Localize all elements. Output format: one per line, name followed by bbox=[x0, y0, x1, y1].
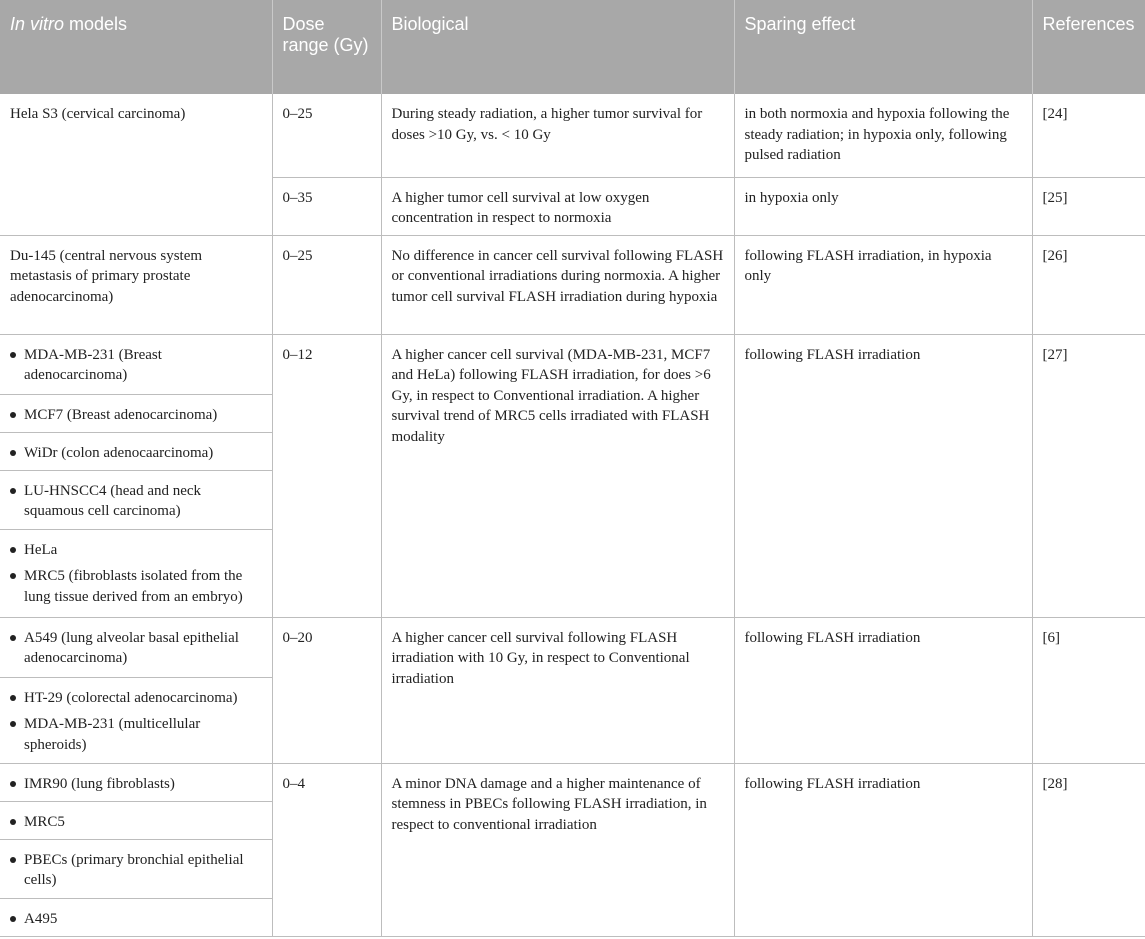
reference-cell: [6] bbox=[1032, 617, 1145, 763]
bullet-icon bbox=[10, 916, 16, 922]
list-item: A549 (lung alveolar basal epithelial adenocarcinoma) bbox=[10, 628, 262, 669]
table-row bbox=[0, 763, 1145, 801]
biological-cell: A higher cancer cell survival (MDA-MB-231, MCF7 and HeLa) following FLASH irradiation, for does >6 Gy, in respect to Conventional irradiation. A higher survival trend of MRC5 cells irradiated with FLASH modality bbox=[381, 334, 734, 617]
bullet-icon bbox=[10, 573, 16, 579]
table-row bbox=[0, 235, 1145, 334]
bullet-icon bbox=[10, 635, 16, 641]
list-item: PBECs (primary bronchial epithelial cells) bbox=[10, 850, 262, 891]
reference-cell: [26] bbox=[1032, 235, 1145, 334]
bullet-icon bbox=[10, 547, 16, 553]
model-cell bbox=[0, 763, 272, 801]
header-references: References bbox=[1032, 0, 1145, 94]
header-biological: Biological bbox=[381, 0, 734, 94]
model-cell bbox=[0, 394, 272, 432]
bullet-icon bbox=[10, 450, 16, 456]
sparing-cell: following FLASH irradiation, in hypoxia only bbox=[734, 235, 1032, 334]
list-item: MCF7 (Breast adenocarcinoma) bbox=[10, 405, 262, 426]
model-cell bbox=[0, 677, 272, 763]
biological-cell: A higher cancer cell survival following FLASH irradiation with 10 Gy, in respect to Conventional irradiation bbox=[381, 617, 734, 763]
sparing-cell: following FLASH irradiation bbox=[734, 617, 1032, 763]
model-cell bbox=[0, 839, 272, 898]
list-item: MRC5 bbox=[10, 812, 262, 833]
bullet-icon bbox=[10, 819, 16, 825]
list-item: HT-29 (colorectal adenocarcinoma) bbox=[10, 688, 262, 709]
biological-cell: No difference in cancer cell survival following FLASH or conventional irradiations during normoxia. A higher tumor cell survival FLASH irradiation during hypoxia bbox=[381, 235, 734, 334]
bullet-icon bbox=[10, 857, 16, 863]
list-item: WiDr (colon adenocaarcinoma) bbox=[10, 443, 262, 464]
list-item: IMR90 (lung fibroblasts) bbox=[10, 774, 262, 795]
model-cell bbox=[0, 334, 272, 394]
list-item: HeLa bbox=[10, 540, 262, 561]
reference-cell: [24] bbox=[1032, 94, 1145, 177]
reference-cell: [27] bbox=[1032, 334, 1145, 617]
sparing-cell: in hypoxia only bbox=[734, 177, 1032, 235]
bullet-icon bbox=[10, 781, 16, 787]
list-item: MDA-MB-231 (Breast adenocarcinoma) bbox=[10, 345, 262, 386]
header-row bbox=[0, 0, 1145, 94]
biological-cell: A minor DNA damage and a higher maintenance of stemness in PBECs following FLASH irradiation, in respect to conventional irradiation bbox=[381, 763, 734, 936]
dose-cell: 0–12 bbox=[272, 334, 381, 617]
model-cell bbox=[0, 617, 272, 677]
model-cell: Hela S3 (cervical carcinoma) bbox=[0, 94, 272, 235]
reference-cell: [28] bbox=[1032, 763, 1145, 936]
list-item: A495 bbox=[10, 909, 262, 930]
model-cell bbox=[0, 470, 272, 529]
model-cell bbox=[0, 801, 272, 839]
table-row bbox=[0, 617, 1145, 677]
biological-cell: A higher tumor cell survival at low oxygen concentration in respect to normoxia bbox=[381, 177, 734, 235]
model-cell bbox=[0, 898, 272, 936]
list-item: MDA-MB-231 (multicellular spheroids) bbox=[10, 714, 262, 755]
bullet-icon bbox=[10, 488, 16, 494]
bullet-icon bbox=[10, 695, 16, 701]
sparing-cell: in both normoxia and hypoxia following the steady radiation; in hypoxia only, following pulsed radiation bbox=[734, 94, 1032, 177]
list-item: LU-HNSCC4 (head and neck squamous cell carcinoma) bbox=[10, 481, 262, 522]
biological-cell: During steady radiation, a higher tumor survival for doses >10 Gy, vs. < 10 Gy bbox=[381, 94, 734, 177]
dose-cell: 0–4 bbox=[272, 763, 381, 936]
table-row bbox=[0, 94, 1145, 177]
bullet-icon bbox=[10, 352, 16, 358]
dose-cell: 0–35 bbox=[272, 177, 381, 235]
model-cell bbox=[0, 529, 272, 617]
dose-cell: 0–20 bbox=[272, 617, 381, 763]
bullet-icon bbox=[10, 412, 16, 418]
header-sparing-effect: Sparing effect bbox=[734, 0, 1032, 94]
model-cell bbox=[0, 432, 272, 470]
dose-cell: 0–25 bbox=[272, 94, 381, 177]
list-item: MRC5 (fibroblasts isolated from the lung tissue derived from an embryo) bbox=[10, 566, 262, 607]
header-dose-range: Dose range (Gy) bbox=[272, 0, 381, 94]
sparing-cell: following FLASH irradiation bbox=[734, 763, 1032, 936]
dose-cell: 0–25 bbox=[272, 235, 381, 334]
bullet-icon bbox=[10, 721, 16, 727]
model-cell: Du-145 (central nervous system metastasis of primary prostate adenocarcinoma) bbox=[0, 235, 272, 334]
table-row bbox=[0, 334, 1145, 394]
sparing-cell: following FLASH irradiation bbox=[734, 334, 1032, 617]
reference-cell: [25] bbox=[1032, 177, 1145, 235]
header-models: In vitro models bbox=[0, 0, 272, 94]
